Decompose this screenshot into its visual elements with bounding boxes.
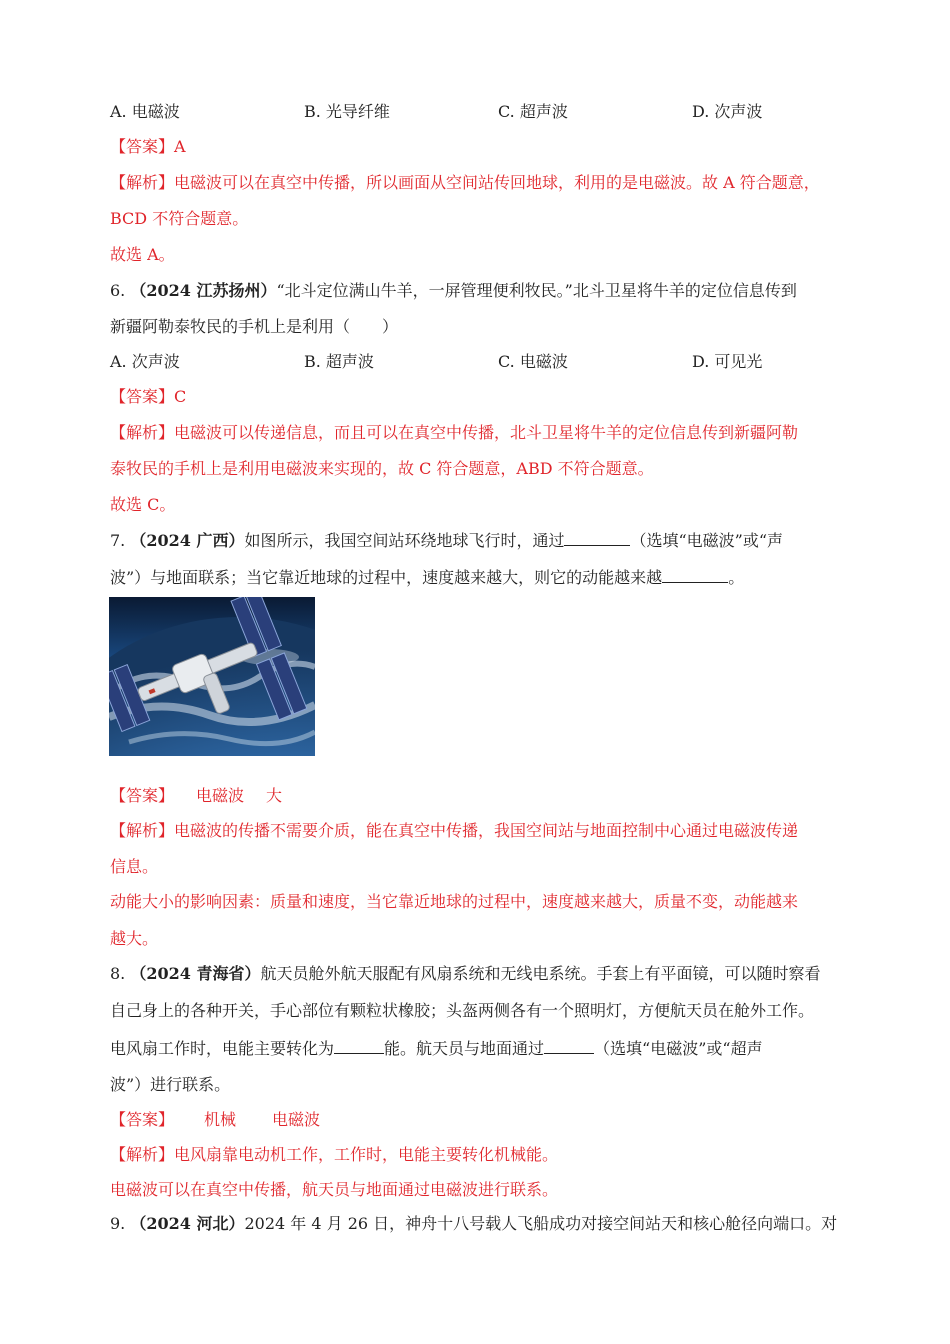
- question-number: 9.: [110, 1214, 131, 1233]
- q5-answer: [110, 137, 186, 157]
- q8-answer: [110, 1110, 320, 1130]
- space-station-photo: [109, 597, 315, 756]
- q6-option-a: A. 次声波: [110, 352, 180, 371]
- question-number: 8.: [110, 964, 131, 983]
- q7-stem-line1: 7. （2024 广西）如图所示，我国空间站环绕地球飞行时，通过 （选填“电磁波”或“声: [110, 531, 784, 550]
- q7-answer: [110, 786, 282, 806]
- question-source: （2024 青海省）: [130, 964, 261, 983]
- question-number: 6.: [110, 281, 131, 300]
- q8-stem-line2: 自己身上的各种开关，手心部位有颗粒状橡胶；头盔两侧各有一个照明灯，方便航天员在舱外工作。: [110, 1001, 815, 1020]
- answer-value-2: 电磁波: [272, 1110, 321, 1129]
- q5-option-b: B. 光导纤维: [304, 102, 390, 121]
- answer-label: 【答案】: [110, 786, 175, 805]
- q8-stem-line4: 波”）进行联系。: [110, 1075, 231, 1094]
- fill-blank-1: [334, 1038, 384, 1054]
- q5-option-d: D. 次声波: [692, 102, 763, 121]
- question-source: （2024 广西）: [130, 531, 245, 550]
- q6-option-c: C. 电磁波: [498, 352, 568, 371]
- analysis-label: 【解析】: [110, 821, 175, 840]
- q7-analysis-line3: 动能大小的影响因素：质量和速度，当它靠近地球的过程中，速度越来越大，质量不变，动能越来: [110, 892, 799, 911]
- q6-option-b: B. 超声波: [304, 352, 374, 371]
- q8-analysis-line2: 电磁波可以在真空中传播，航天员与地面通过电磁波进行联系。: [110, 1180, 559, 1199]
- fill-blank-1: [564, 530, 630, 546]
- q5-option-a: A. 电磁波: [110, 102, 180, 121]
- q7-analysis-line2: 信息。: [110, 857, 159, 876]
- question-number: 7.: [110, 531, 131, 550]
- answer-label: 【答案】: [110, 137, 175, 156]
- analysis-label: 【解析】: [110, 1145, 175, 1164]
- q6-stem-line2: 新疆阿勒泰牧民的手机上是利用（ ）: [110, 317, 399, 336]
- q7-analysis-line1: 【解析】电磁波的传播不需要介质，能在真空中传播，我国空间站与地面控制中心通过电磁波传递: [110, 821, 799, 840]
- answer-value-2: 大: [266, 786, 283, 805]
- q9-stem-line1: 9. （2024 河北）2024 年 4 月 26 日，神舟十八号载人飞船成功对接空间站天和核心舱径向端口。对: [110, 1214, 838, 1233]
- q5-analysis-line1: 【解析】电磁波可以在真空中传播，所以画面从空间站传回地球，利用的是电磁波。故 A 符合题意，: [110, 173, 820, 192]
- q5-conclusion: 故选 A。: [110, 245, 175, 264]
- q6-analysis-line1: 【解析】电磁波可以传递信息，而且可以在真空中传播，北斗卫星将牛羊的定位信息传到新疆阿勒: [110, 423, 799, 442]
- q6-stem-line1: 6. （2024 江苏扬州）“北斗定位满山牛羊，一屏管理便利牧民。”北斗卫星将牛羊的定位信息传到: [110, 281, 797, 300]
- answer-value: C: [174, 387, 187, 406]
- answer-value-1: 电磁波: [196, 786, 245, 805]
- analysis-label: 【解析】: [110, 423, 175, 442]
- q7-stem-line2: 波”）与地面联系；当它靠近地球的过程中，速度越来越大，则它的动能越来越 。: [110, 568, 745, 587]
- answer-label: 【答案】: [110, 1110, 175, 1129]
- fill-blank-2: [662, 567, 728, 583]
- q6-option-d: D. 可见光: [692, 352, 763, 371]
- q6-analysis-line2: 泰牧民的手机上是利用电磁波来实现的，故 C 符合题意，ABD 不符合题意。: [110, 459, 654, 478]
- analysis-label: 【解析】: [110, 173, 175, 192]
- question-source: （2024 河北）: [130, 1214, 245, 1233]
- question-source: （2024 江苏扬州）: [130, 281, 277, 300]
- fill-blank-2: [544, 1038, 594, 1054]
- answer-value: A: [174, 137, 186, 156]
- q8-stem-line1: 8. （2024 青海省）航天员舱外航天服配有风扇系统和无线电系统。手套上有平面镜，可以随时察看: [110, 964, 821, 983]
- q5-analysis-line2: BCD 不符合题意。: [110, 209, 249, 228]
- q5-option-c: C. 超声波: [498, 102, 568, 121]
- answer-value-1: 机械: [204, 1110, 237, 1129]
- q8-analysis-line1: 【解析】电风扇靠电动机工作，工作时，电能主要转化机械能。: [110, 1145, 559, 1164]
- q7-analysis-line4: 越大。: [110, 929, 159, 948]
- q6-answer: [110, 387, 186, 407]
- q8-stem-line3: 电风扇工作时，电能主要转化为 能。航天员与地面通过 （选填“电磁波”或“超声: [110, 1039, 763, 1058]
- q6-conclusion: 故选 C。: [110, 495, 176, 514]
- answer-label: 【答案】: [110, 387, 175, 406]
